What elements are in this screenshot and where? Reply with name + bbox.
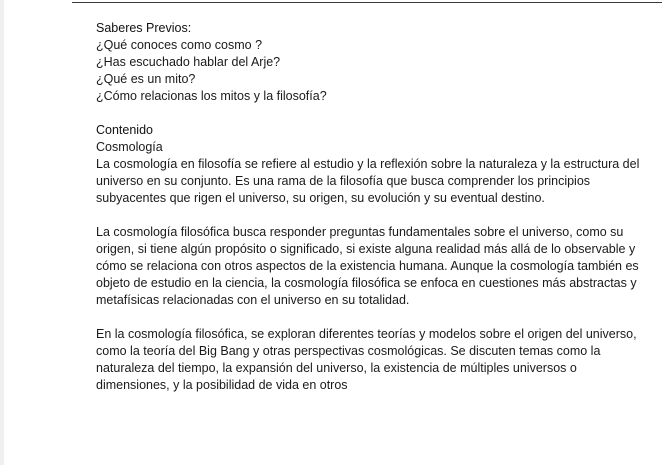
paragraph-gap [96, 207, 656, 224]
question-item: ¿Qué conoces como cosmo ? [96, 38, 263, 52]
page-top-rule [72, 2, 662, 3]
question-item: ¿Has escuchado hablar del Arje? [96, 55, 281, 69]
paragraph: En la cosmología filosófica, se exploran diferentes teorías y modelos sobre el origen del universo, como la teoría del Big Bang y otras perspectivas cosmológicas. Se discuten temas como la naturaleza del tiempo, la expansión del universo, la existencia de múltiples universos o dimensiones, y la posibilidad de vida en otros [96, 327, 637, 392]
question-list [96, 37, 656, 105]
paragraph-gap [96, 309, 656, 326]
paragraph: La cosmología en filosofía se refiere al estudio y la reflexión sobre la naturaleza y la estructura del universo en su conjunto. Es una rama de la filosofía que busca comprender los principios subyacentes que rigen el universo, su origen, su evolución y su eventual destino. [96, 157, 640, 205]
question-item: ¿Qué es un mito? [96, 72, 196, 86]
paragraph: La cosmología filosófica busca responder preguntas fundamentales sobre el universo, como su origen, si tiene algún propósito o significado, si existe alguna realidad más allá de lo observable y cómo se relaciona con otros aspectos de la existencia humana. Aunque la cosmología también es objeto de estudio en la ciencia, la cosmología filosófica se enfoca en cuestiones más abstractas y metafísicas relacionadas con el universo en su totalidad. [96, 225, 639, 307]
page-left-border [0, 0, 4, 465]
question-item: ¿Cómo relacionas los mitos y la filosofía? [96, 89, 327, 103]
section-gap [96, 105, 656, 122]
document-body [96, 20, 656, 394]
saberes-heading: Saberes Previos: [96, 21, 192, 35]
contenido-heading: Contenido [96, 123, 153, 137]
topic-title: Cosmología [96, 140, 163, 154]
